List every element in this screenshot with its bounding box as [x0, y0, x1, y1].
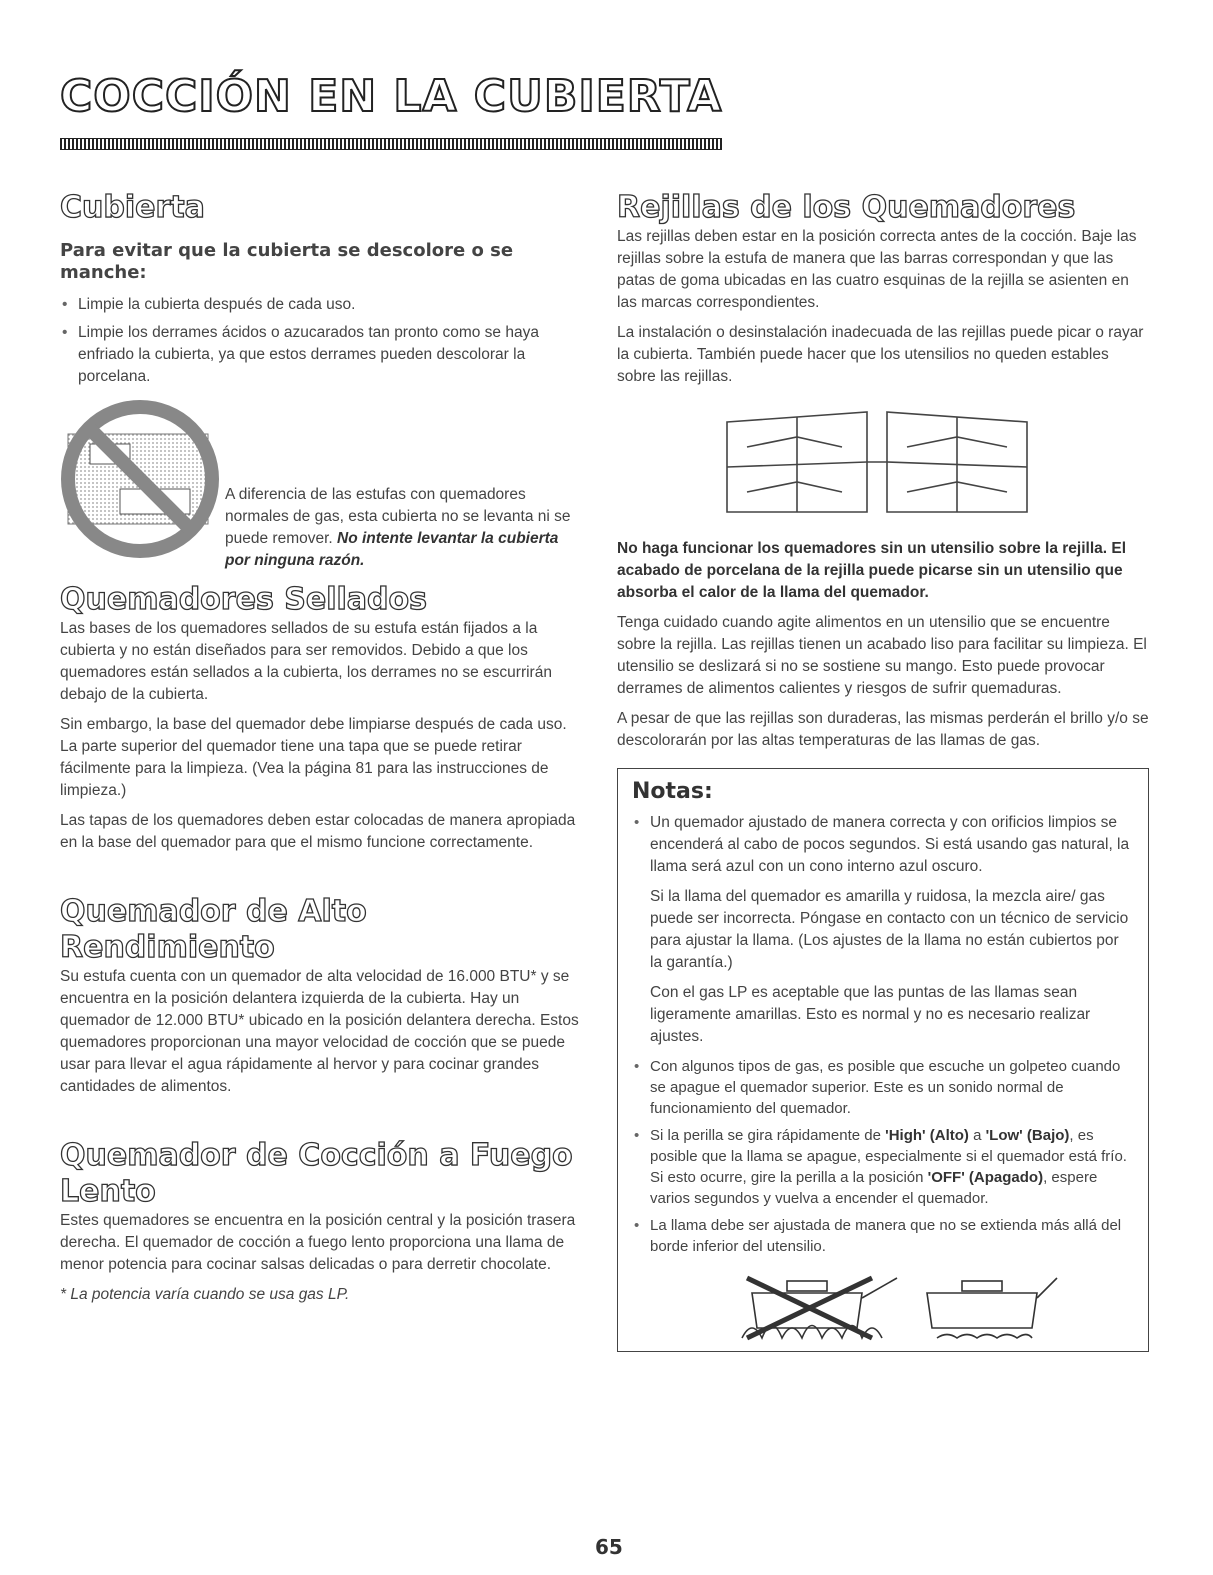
left-column [60, 190, 585, 1314]
note-3 [632, 1125, 1134, 1209]
cubierta-bullets [60, 294, 585, 388]
section-sellados [60, 582, 585, 854]
page-header [60, 72, 1160, 122]
section-rejillas [617, 190, 1149, 752]
subheading-cubierta: Para evitar que la cubierta se descolore o se manche: [60, 240, 514, 283]
title-rule [60, 138, 722, 150]
heading-alto: Quemador de Alto Rendimiento [60, 894, 367, 965]
heading-cubierta: Cubierta [60, 190, 205, 225]
sellados-p2: Sin embargo, la base del quemador debe limpiarse después de cada uso. La parte superior del quemador tiene una tapa que se puede retirar fácilmente para la limpieza. (Vea la página 81 para las instrucciones de limpieza.) [60, 716, 567, 799]
note-2: • Con algunos tipos de gas, es posible que escuche un golpeteo cuando se apague el quemador superior. Este es un sonido normal de funcionamiento del quemador. [632, 1056, 1134, 1119]
notes-bullets [632, 812, 1134, 1257]
no-lift-text: A diferencia de las estufas con quemadores normales de gas, esta cubierta no se levanta ni se puede remover. [225, 486, 571, 547]
section-lento [60, 1138, 585, 1306]
lento-footnote: * La potencia varía cuando se usa gas LP. [60, 1286, 350, 1303]
heading-sellados: Quemadores Sellados [60, 582, 427, 617]
note-1-c: Con el gas LP es aceptable que las puntas de las llamas sean ligeramente amarillas. Esto es normal y no es necesario realizar ajustes. [650, 984, 1091, 1045]
note-1-b: Si la llama del quemador es amarilla y ruidosa, la mezcla aire/ gas puede ser incorrecta. Póngase en contacto con un técnico de servicio para ajustar la llama. (Los ajustes de la llama no están cubiertos por la garantía.) [650, 888, 1129, 971]
heading-lento: Quemador de Cocción a Fuego Lento [60, 1138, 573, 1209]
note-3-low: 'Low' (Bajo) [985, 1127, 1070, 1144]
page-title: COCCIÓN EN LA CUBIERTA [60, 71, 723, 122]
rejillas-p3: Tenga cuidado cuando agite alimentos en un utensilio que se encuentre sobre la rejilla. Las rejillas tienen un acabado liso para facilitar su limpieza. El utensilio se deslizará si no se sostiene su mango. Esto puede provocar derrames de alimentos calientes y riesgos de sufrir quemaduras. [617, 614, 1147, 697]
cubierta-bullet-1: • Limpie la cubierta después de cada uso. [60, 294, 585, 316]
rejillas-p1: Las rejillas deben estar en la posición correcta antes de la cocción. Baje las rejillas sobre la estufa de manera que las barras correspondan y que las patas de goma ubicadas en las cuatro esquinas de la rejilla se asienten en las marcas correspondientes. [617, 228, 1137, 311]
sellados-p3: Las tapas de los quemadores deben estar colocadas de manera apropiada en la base del quemador para que el mismo funcione correctamente. [60, 812, 576, 851]
notes-heading: Notas: [632, 779, 713, 804]
note-1-a: • Un quemador ajustado de manera correcta y con orificios limpios se encenderá al cabo de pocos segundos. Si está usando gas natural, la llama será azul con un cono interno azul oscuro. [650, 814, 1130, 875]
page-number: 65 [595, 1535, 623, 1559]
note-3-c: , es posible que la llama se apague, especialmente si el quemador está frío. Si esto ocurre, gire la perilla a la posición [650, 1127, 1127, 1186]
sellados-p1: Las bases de los quemadores sellados de su estufa están fijados a la cubierta y no están diseñados para ser removidos. Debido a que los quemadores están sellados a la cubierta, los derrames no se escurrirán debajo de la cubierta. [60, 620, 552, 703]
section-cubierta [60, 190, 585, 574]
note-3-b: a [968, 1127, 986, 1144]
no-lift-cooktop-icon [60, 394, 220, 559]
lento-p1: Estes quemadores se encuentra en la posición central y la posición trasera derecha. El quemador de cocción a fuego lento proporciona una llama de menor potencia para cocinar salsas delicadas o para derretir chocolate. [60, 1212, 576, 1273]
note-3-high: 'High' (Alto) [885, 1127, 969, 1144]
rejillas-p2: La instalación o desinstalación inadecuada de las rejillas puede picar o rayar la cubierta. También puede hacer que los utensilios no queden estables sobre las rejillas. [617, 324, 1144, 385]
no-lift-warning: No intente levantar la cubierta por ninguna razón. [225, 530, 559, 569]
no-lift-text-block [225, 394, 585, 580]
rejillas-p4: A pesar de que las rejillas son duraderas, las mismas perderán el brillo y/o se descolorarán por las altas temperaturas de las llamas de gas. [617, 710, 1149, 749]
note-3-d: , espere varios segundos y vuelva a encender el quemador. [650, 1169, 1098, 1207]
heading-rejillas: Rejillas de los Quemadores [617, 190, 1076, 225]
no-lift-block [60, 394, 585, 574]
pot-flame-icon [732, 1263, 1062, 1343]
section-alto [60, 894, 585, 1098]
note-4: • La llama debe ser ajustada de manera que no se extienda más allá del borde inferior del utensilio. [632, 1215, 1134, 1257]
note-3-a: Si la perilla se gira rápidamente de [650, 1127, 886, 1144]
note-1 [632, 812, 1134, 1048]
notes-box [617, 768, 1149, 1352]
note-3-off: 'OFF' (Apagado) [927, 1169, 1044, 1186]
right-column [617, 190, 1149, 1352]
cubierta-bullet-2: • Limpie los derrames ácidos o azucarados tan pronto como se haya enfriado la cubierta, ya que estos derrames pueden descolorar la porcelana. [60, 322, 585, 388]
rejillas-warning: No haga funcionar los quemadores sin un utensilio sobre la rejilla. El acabado de porcelana de la rejilla puede picarse sin un utensilio que absorba el calor de la llama del quemador. [617, 540, 1127, 601]
burner-grates-icon [717, 402, 1037, 522]
alto-p1: Su estufa cuenta con un quemador de alta velocidad de 16.000 BTU* y se encuentra en la posición delantera izquierda de la cubierta. Hay un quemador de 12.000 BTU* ubicado en la posición delantera derecha. Estos quemadores proporcionan una mayor velocidad de cocción que se puede usar para llevar el agua rápidamente al hervor y para cocinar grandes cantidades de alimentos. [60, 968, 579, 1095]
